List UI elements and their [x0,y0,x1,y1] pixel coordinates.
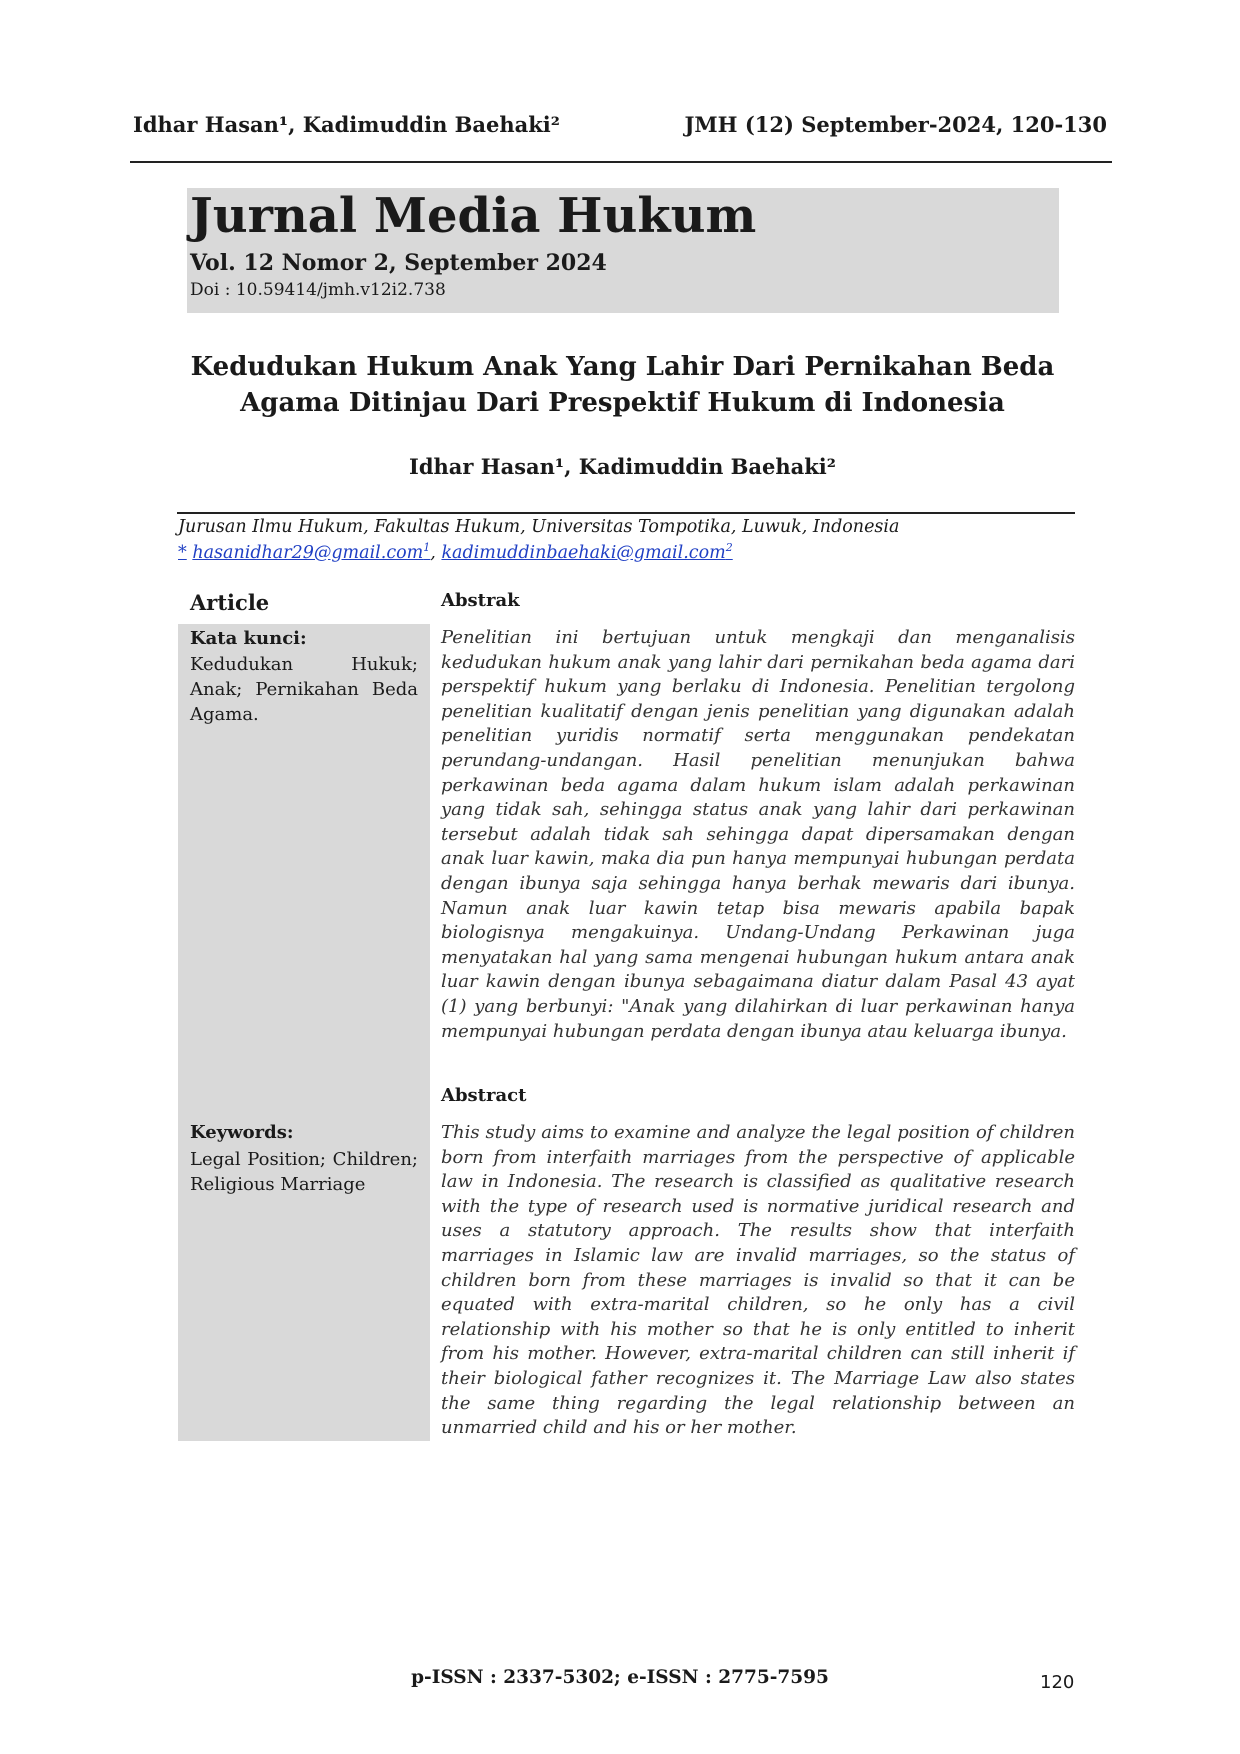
email-separator: , [430,542,436,563]
article-title [160,349,1085,421]
email-link-2[interactable] [441,543,732,563]
email-1-text: hasanidhar29@gmail.com [192,542,424,563]
affiliation: Jurusan Ilmu Hukum, Fakultas Hukum, Universitas Tompotika, Luwuk, Indonesia [178,517,900,537]
abstrak-text: Penelitian ini bertujuan untuk mengkaji dan menganalisis kedudukan hukum anak yang lahir dari pernikahan beda agama dari perspektif hukum yang berlaku di Indonesia. Penelitian tergolong penelitian kualitatif dengan jenis penelitian yang digunakan adalah penelitian yuridis normatif serta menggunakan pendekatan perundang-undangan. Hasil penelitian menunjukan bahwa perkawinan beda agama dalam hukum islam adalah perkawinan yang tidak sah, sehingga status anak yang lahir dari perkawinan tersebut adalah tidak sah sehingga dapat dipersamakan dengan anak luar kawin, maka dia pun hanya mempunyai hubungan perdata dengan ibunya saja sehingga hanya berhak mewaris dari ibunya. Namun anak luar kawin tetap bisa mewaris apabila bapak biologisnya mengakuinya. Undang-Undang Perkawinan juga menyatakan hal yang sama mengenai hubungan hukum antara anak luar kawin dengan ibunya sebagaimana diatur dalam Pasal 43 ayat (1) yang berbunyi: "Anak yang dilahirkan di luar perkawinan hanya mempunyai hubungan perdata dengan ibunya atau keluarga ibunya. [441,627,1075,1042]
email-2-sup: 2 [725,541,733,554]
abstract-heading: Abstract [441,1085,527,1106]
kata-kunci-text: Kedudukan Hukuk; Anak; Pernikahan Beda Agama. [190,654,418,725]
article-authors: Idhar Hasan¹, Kadimuddin Baehaki² [409,454,836,479]
running-header-authors: Idhar Hasan¹, Kadimuddin Baehaki² [133,112,560,137]
email-link-1[interactable] [192,543,430,563]
kata-kunci-label: Kata kunci: [190,628,307,649]
page-number: 120 [1040,1672,1075,1693]
journal-volume: Vol. 12 Nomor 2, September 2024 [190,250,607,276]
article-title-line-2: Agama Ditinjau Dari Prespektif Hukum di Indonesia [240,388,1005,418]
journal-name: Jurnal Media Hukum [190,188,757,244]
running-header-journal-ref: JMH (12) September-2024, 120-130 [684,112,1107,137]
email-1-sup: 1 [423,541,431,554]
article-title-line-1: Kedudukan Hukum Anak Yang Lahir Dari Pernikahan Beda [190,352,1055,382]
journal-doi: Doi : 10.59414/jmh.v12i2.738 [190,280,446,300]
keywords-label: Keywords: [190,1122,294,1143]
keywords-sidebar [178,624,430,1441]
affiliation-divider [177,512,1075,514]
author-emails [178,541,733,563]
email-star-link[interactable]: * [178,542,187,563]
header-divider [130,161,1112,163]
keywords-text: Legal Position; Children; Religious Marriage [190,1149,418,1195]
article-label: Article [190,590,270,615]
abstract-text: This study aims to examine and analyze the legal position of children born from interfaith marriages from the perspective of applicable law in Indonesia. The research is classified as qualitative research with the type of research used is normative juridical research and uses a statutory approach. The results show that interfaith marriages in Islamic law are invalid marriages, so the status of children born from these marriages is invalid so that it can be equated with extra-marital children, so he only has a civil relationship with his mother so that he is only entitled to inherit from his mother. However, extra-marital children can still inherit if their biological father recognizes it. The Marriage Law also states the same thing regarding the legal relationship between an unmarried child and his or her mother. [441,1122,1075,1439]
issn-footer: p-ISSN : 2337-5302; e-ISSN : 2775-7595 [411,1667,829,1688]
abstrak-heading: Abstrak [441,590,520,611]
email-2-text: kadimuddinbaehaki@gmail.com [441,542,726,563]
